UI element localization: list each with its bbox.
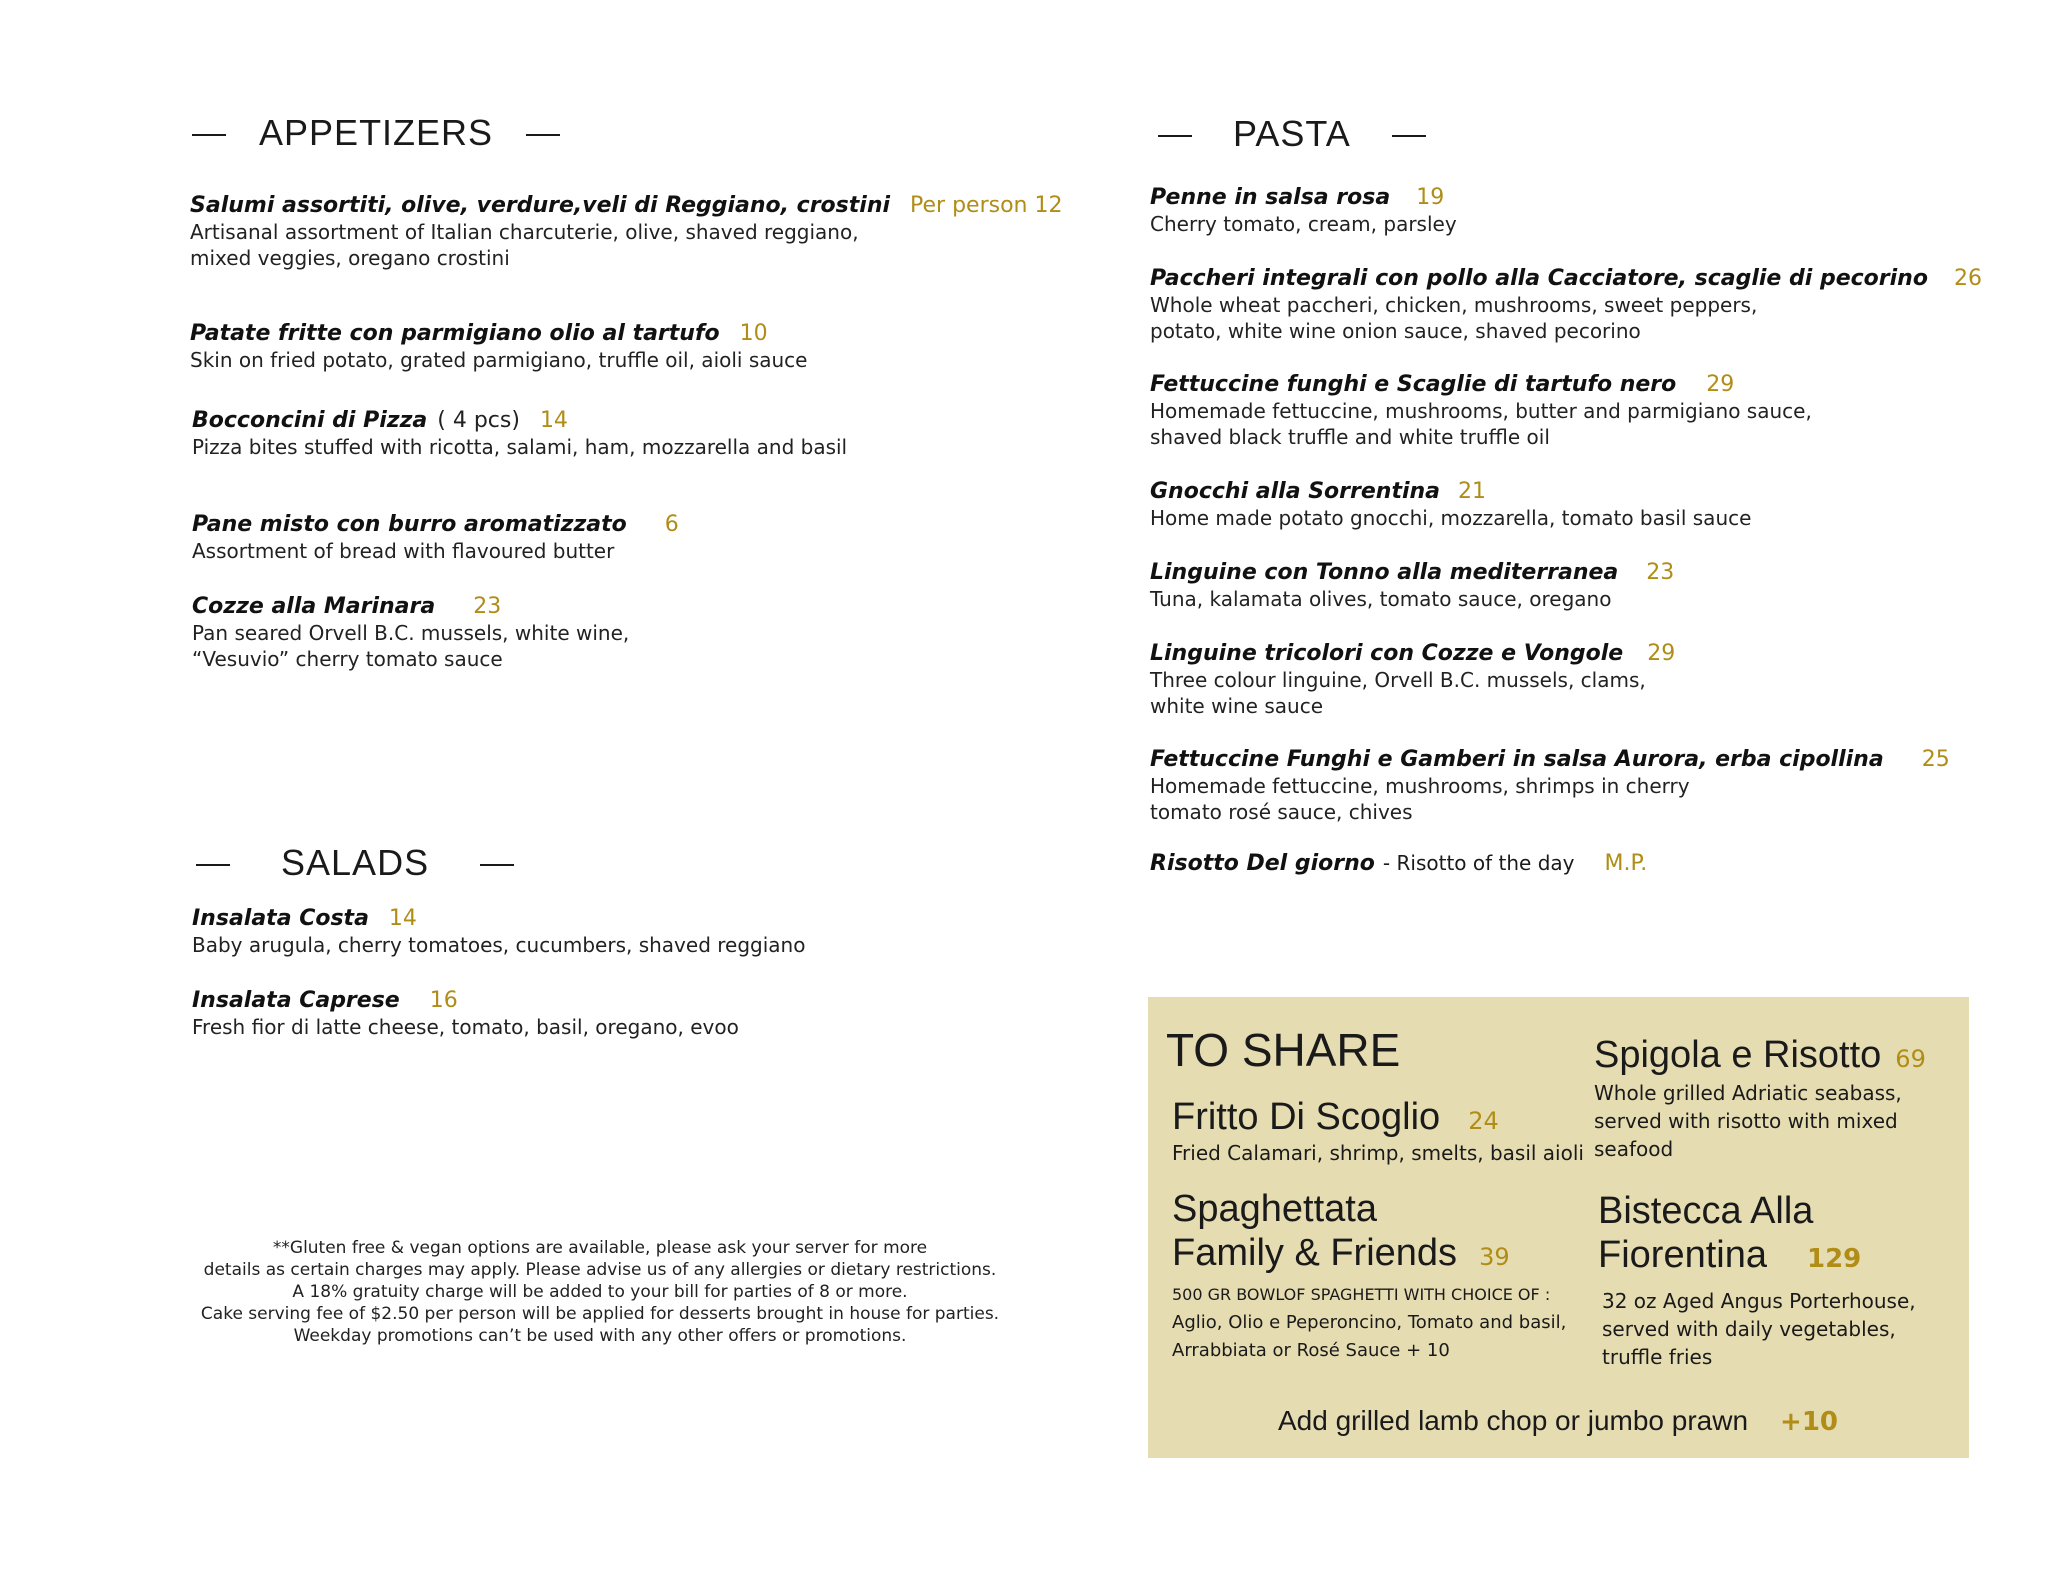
item-name: Salumi assortiti, olive, verdure,veli di Reggiano, crostini: [190, 193, 891, 218]
note-line: **Gluten free & vegan options are available, please ask your server for more: [272, 1238, 928, 1258]
item-portion: ( 4 pcs): [437, 408, 520, 433]
salads-heading: [196, 842, 514, 884]
item-name: Gnocchi alla Sorrentina: [1150, 479, 1441, 504]
item-desc: shaved black truffle and white truffle oil: [1150, 425, 1550, 449]
appetizers-heading: [192, 112, 560, 154]
item-desc: Homemade fettuccine, mushrooms, butter and parmigiano sauce,: [1150, 399, 1812, 423]
item-name: Fritto Di Scoglio: [1172, 1096, 1441, 1138]
note-line: details as certain charges may apply. Please advise us of any allergies or dietary restrictions.: [203, 1260, 997, 1280]
menu-item-fettuccine-gamberi: [1150, 746, 1950, 825]
item-desc: Skin on fried potato, grated parmigiano, truffle oil, aioli sauce: [190, 348, 808, 372]
item-price: 39: [1479, 1243, 1510, 1271]
salads-title: SALADS: [281, 842, 430, 883]
note-line: Weekday promotions can’t be used with any other offers or promotions.: [293, 1326, 907, 1346]
item-desc: potato, white wine onion sauce, shaved pecorino: [1150, 319, 1641, 343]
item-name: Penne in salsa rosa: [1150, 185, 1391, 210]
item-price: 14: [388, 906, 417, 931]
menu-item-salumi: [190, 192, 1063, 271]
item-price: 23: [473, 594, 502, 619]
item-desc: Cherry tomato, cream, parsley: [1150, 212, 1457, 236]
menu-item-bocconcini: [192, 407, 847, 460]
heading-dash-right: [1392, 135, 1426, 137]
menu-item-paccheri: [1150, 265, 1982, 344]
item-name: Patate fritte con parmigiano olio al tartufo: [190, 321, 720, 346]
item-name: Linguine tricolori con Cozze e Vongole: [1150, 641, 1624, 666]
price-prefix: Per person: [910, 193, 1028, 218]
item-price: 14: [539, 408, 568, 433]
item-price: 10: [739, 321, 768, 346]
item-name: Insalata Caprese: [192, 988, 400, 1013]
item-desc: Homemade fettuccine, mushrooms, shrimps in cherry: [1150, 774, 1690, 798]
item-name: Spigola e Risotto: [1594, 1034, 1882, 1076]
item-price: 23: [1646, 560, 1675, 585]
item-desc: Fried Calamari, shrimp, smelts, basil aioli: [1172, 1141, 1584, 1165]
menu-item-penne: [1150, 184, 1457, 237]
heading-dash-left: [196, 864, 230, 866]
item-price: 16: [429, 988, 458, 1013]
menu-item-gnocchi: [1150, 478, 1751, 531]
item-name: Pane misto con burro aromatizzato: [192, 512, 627, 537]
item-desc: Three colour linguine, Orvell B.C. mussels, clams,: [1150, 668, 1646, 692]
item-price: 69: [1895, 1045, 1926, 1073]
heading-dash-left: [192, 134, 226, 136]
item-desc: Home made potato gnocchi, mozzarella, tomato basil sauce: [1150, 506, 1752, 530]
item-name-line1: Spaghettata: [1172, 1188, 1377, 1230]
item-desc: Fresh fior di latte cheese, tomato, basil, oregano, evoo: [192, 1015, 739, 1039]
menu-item-insalata-costa: [192, 905, 805, 958]
item-desc: mixed veggies, oregano crostini: [190, 246, 510, 270]
to-share-box: [1148, 997, 1969, 1458]
item-desc: Aglio, Olio e Peperoncino, Tomato and basil,: [1172, 1312, 1567, 1333]
item-subtitle: 500 GR BOWLOF SPAGHETTI WITH CHOICE OF :: [1172, 1285, 1551, 1304]
item-desc: Pan seared Orvell B.C. mussels, white wine,: [192, 621, 630, 645]
item-name: Risotto Del giorno: [1150, 851, 1375, 876]
item-name: Bocconcini di Pizza: [192, 408, 428, 433]
share-addon: [1278, 1405, 1838, 1437]
menu-item-pane: [192, 511, 679, 564]
heading-dash-right: [526, 134, 560, 136]
menu-item-patate: [190, 320, 807, 373]
pasta-heading: [1158, 113, 1426, 155]
item-price: 26: [1953, 266, 1982, 291]
addon-text: Add grilled lamb chop or jumbo prawn: [1278, 1405, 1749, 1436]
addon-price: +10: [1780, 1407, 1838, 1437]
item-name-line2: Family & Friends: [1172, 1232, 1458, 1274]
menu-item-risotto: [1150, 850, 1647, 877]
item-price: 24: [1468, 1107, 1499, 1135]
pasta-title: PASTA: [1233, 113, 1351, 154]
item-desc: truffle fries: [1602, 1345, 1713, 1369]
item-price: 21: [1458, 479, 1487, 504]
item-desc: seafood: [1594, 1137, 1674, 1161]
item-name: Cozze alla Marinara: [192, 594, 436, 619]
item-desc: Artisanal assortment of Italian charcuterie, olive, shaved reggiano,: [190, 220, 859, 244]
appetizers-title: APPETIZERS: [259, 112, 494, 153]
item-name: Fettuccine Funghi e Gamberi in salsa Aurora, erba cipollina: [1150, 747, 1884, 772]
item-desc: “Vesuvio” cherry tomato sauce: [192, 647, 503, 671]
item-desc: Whole wheat paccheri, chicken, mushrooms, sweet peppers,: [1150, 293, 1758, 317]
item-desc: white wine sauce: [1150, 694, 1323, 718]
note-line: A 18% gratuity charge will be added to your bill for parties of 8 or more.: [292, 1282, 908, 1302]
item-price: M.P.: [1604, 851, 1648, 876]
item-desc: Whole grilled Adriatic seabass,: [1594, 1081, 1902, 1105]
item-price: 25: [1921, 747, 1950, 772]
item-desc: Assortment of bread with flavoured butter: [192, 539, 615, 563]
share-item-spaghettata: [1172, 1187, 1566, 1365]
item-name: Linguine con Tonno alla mediterranea: [1150, 560, 1619, 585]
item-inline-desc: - Risotto of the day: [1382, 851, 1575, 875]
item-desc: 32 oz Aged Angus Porterhouse,: [1602, 1289, 1916, 1313]
item-desc: Baby arugula, cherry tomatoes, cucumbers, shaved reggiano: [192, 933, 806, 957]
menu-item-cozze: [192, 593, 629, 672]
note-line: Cake serving fee of $2.50 per person will be applied for desserts brought in house for parties.: [200, 1304, 1000, 1324]
item-name-line1: Bistecca Alla: [1598, 1190, 1814, 1232]
item-price: 29: [1647, 641, 1676, 666]
item-price: 12: [1034, 193, 1063, 218]
footnotes: [150, 1237, 1050, 1347]
item-desc: Pizza bites stuffed with ricotta, salami, ham, mozzarella and basil: [192, 435, 848, 459]
share-item-fritto: [1172, 1095, 1584, 1167]
item-price: 129: [1806, 1244, 1862, 1274]
item-desc: tomato rosé sauce, chives: [1150, 800, 1413, 824]
share-item-spigola: [1594, 1033, 1926, 1163]
menu-item-linguine-cozze: [1150, 640, 1675, 719]
to-share-title: TO SHARE: [1166, 1024, 1401, 1076]
menu-item-insalata-caprese: [192, 987, 739, 1040]
item-name-line2: Fiorentina: [1598, 1234, 1767, 1276]
menu-item-fettuccine-tartufo: [1150, 371, 1812, 450]
item-desc: served with daily vegetables,: [1602, 1317, 1896, 1341]
share-item-bistecca: [1598, 1189, 1916, 1371]
item-name: Insalata Costa: [192, 906, 369, 931]
heading-dash-left: [1158, 135, 1192, 137]
item-desc: Arrabbiata or Rosé Sauce + 10: [1172, 1340, 1450, 1361]
item-name: Paccheri integrali con pollo alla Cacciatore, scaglie di pecorino: [1150, 266, 1928, 291]
item-desc: Tuna, kalamata olives, tomato sauce, oregano: [1150, 587, 1612, 611]
item-desc: served with risotto with mixed: [1594, 1109, 1898, 1133]
item-price: 6: [664, 512, 679, 537]
item-name: Fettuccine funghi e Scaglie di tartufo nero: [1150, 372, 1677, 397]
item-price: 29: [1706, 372, 1735, 397]
menu-item-linguine-tonno: [1150, 559, 1674, 612]
heading-dash-right: [480, 864, 514, 866]
item-price: 19: [1416, 185, 1445, 210]
